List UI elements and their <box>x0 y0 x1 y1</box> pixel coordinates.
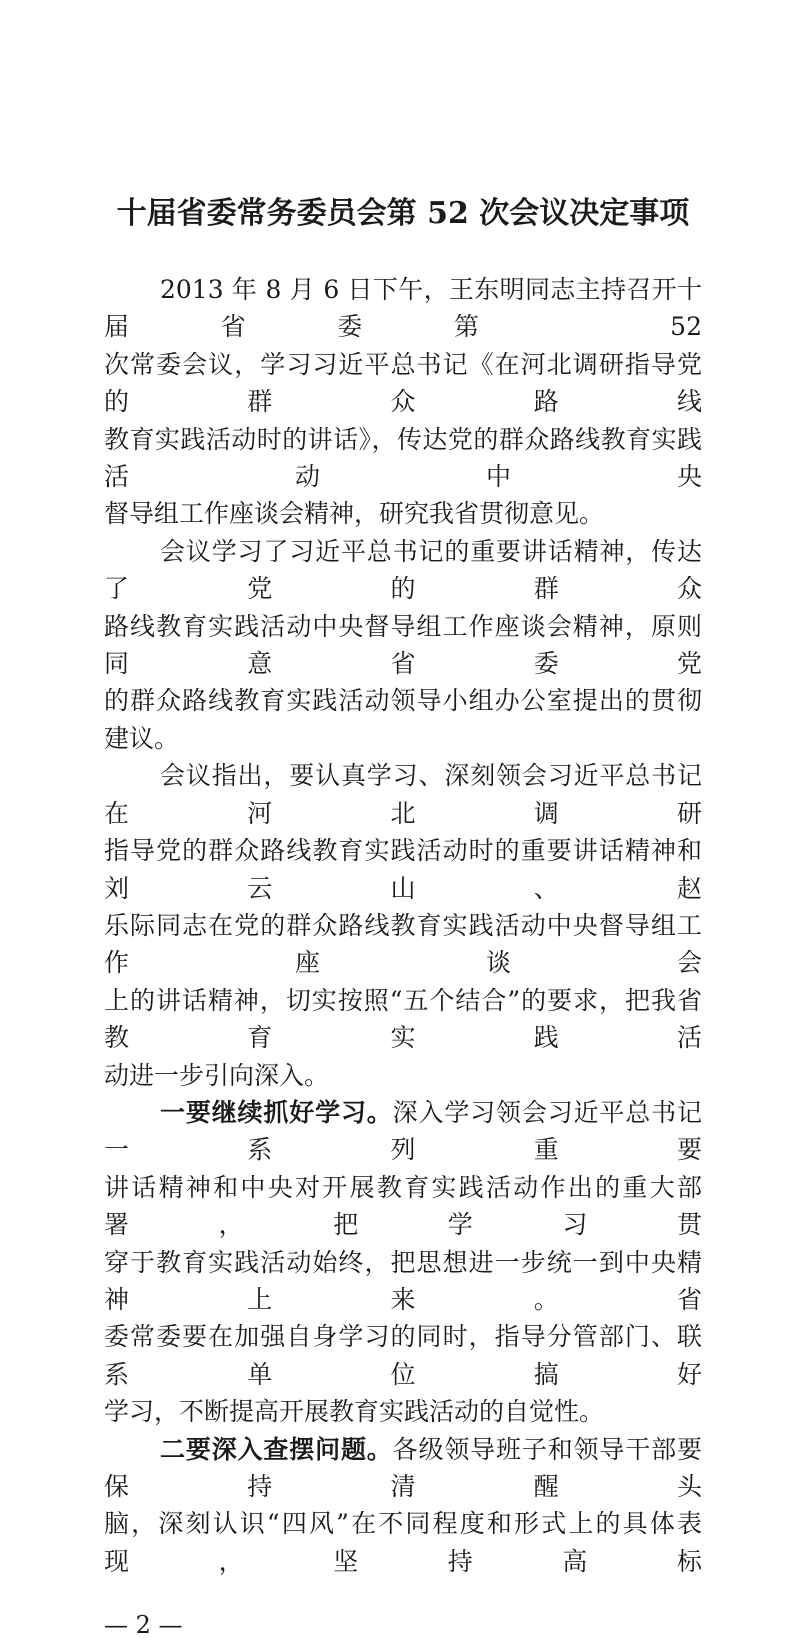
page-number: — 2 — <box>104 1611 183 1640</box>
text-line: 委常委要在加强自身学习的同时，指导分管部门、联系单位搞好 <box>104 1322 702 1389</box>
text-line: 学习，不断提高开展教育实践活动的自觉性。 <box>104 1397 605 1427</box>
section-heading: 二要深入查摆问题。 <box>160 1434 393 1464</box>
text-line: 路线教育实践活动中央督导组工作座谈会精神，原则同意省委党 <box>104 611 702 679</box>
text-line: 指导党的群众路线教育实践活动时的重要讲话精神和刘云山、赵 <box>104 836 702 903</box>
text-line: 动进一步引向深入。 <box>104 1060 330 1090</box>
document-body <box>104 271 702 1580</box>
text-line: 上的讲话精神，切实按照“五个结合”的要求，把我省教育实践活 <box>104 985 702 1053</box>
text-line: 会议学习了习近平总书记的重要讲话精神，传达了党的群众 <box>104 536 702 604</box>
text-line: 穿于教育实践活动始终，把思想进一步统一到中央精神上来。省 <box>104 1247 702 1314</box>
text-line: 次常委会议，学习习近平总书记《在河北调研指导党的群众路线 <box>104 349 702 417</box>
text-line <box>104 1431 702 1506</box>
text-line: 的群众路线教育实践活动领导小组办公室提出的贯彻建议。 <box>104 686 702 753</box>
document-title: 十届省委常务委员会第 52 次会议决定事项 <box>116 196 690 231</box>
text-line: 脑，深刻认识“四风”在不同程度和形式上的具体表现，坚持高标 <box>104 1509 702 1576</box>
text-line: 2013 年 8 月 6 日下午，王东明同志主持召开十届省委第 52 <box>104 275 702 342</box>
section-heading: 一要继续抓好学习。 <box>160 1097 393 1127</box>
text-run: 深入学习领会习近平总书记一系列重要 <box>104 1097 702 1165</box>
text-line: 乐际同志在党的群众路线教育实践活动中央督导组工作座谈会 <box>104 910 702 978</box>
text-line: 督导组工作座谈会精神，研究我省贯彻意见。 <box>104 499 605 529</box>
text-run: 各级领导班子和领导干部要保持清醒头 <box>104 1434 702 1501</box>
text-line: 会议指出，要认真学习、深刻领会习近平总书记在河北调研 <box>104 761 702 828</box>
text-line: 教育实践活动时的讲话》，传达党的群众路线教育实践活动中央 <box>104 424 702 492</box>
text-line <box>104 1094 702 1169</box>
text-line: 讲话精神和中央对开展教育实践活动作出的重大部署，把学习贯 <box>104 1172 702 1240</box>
